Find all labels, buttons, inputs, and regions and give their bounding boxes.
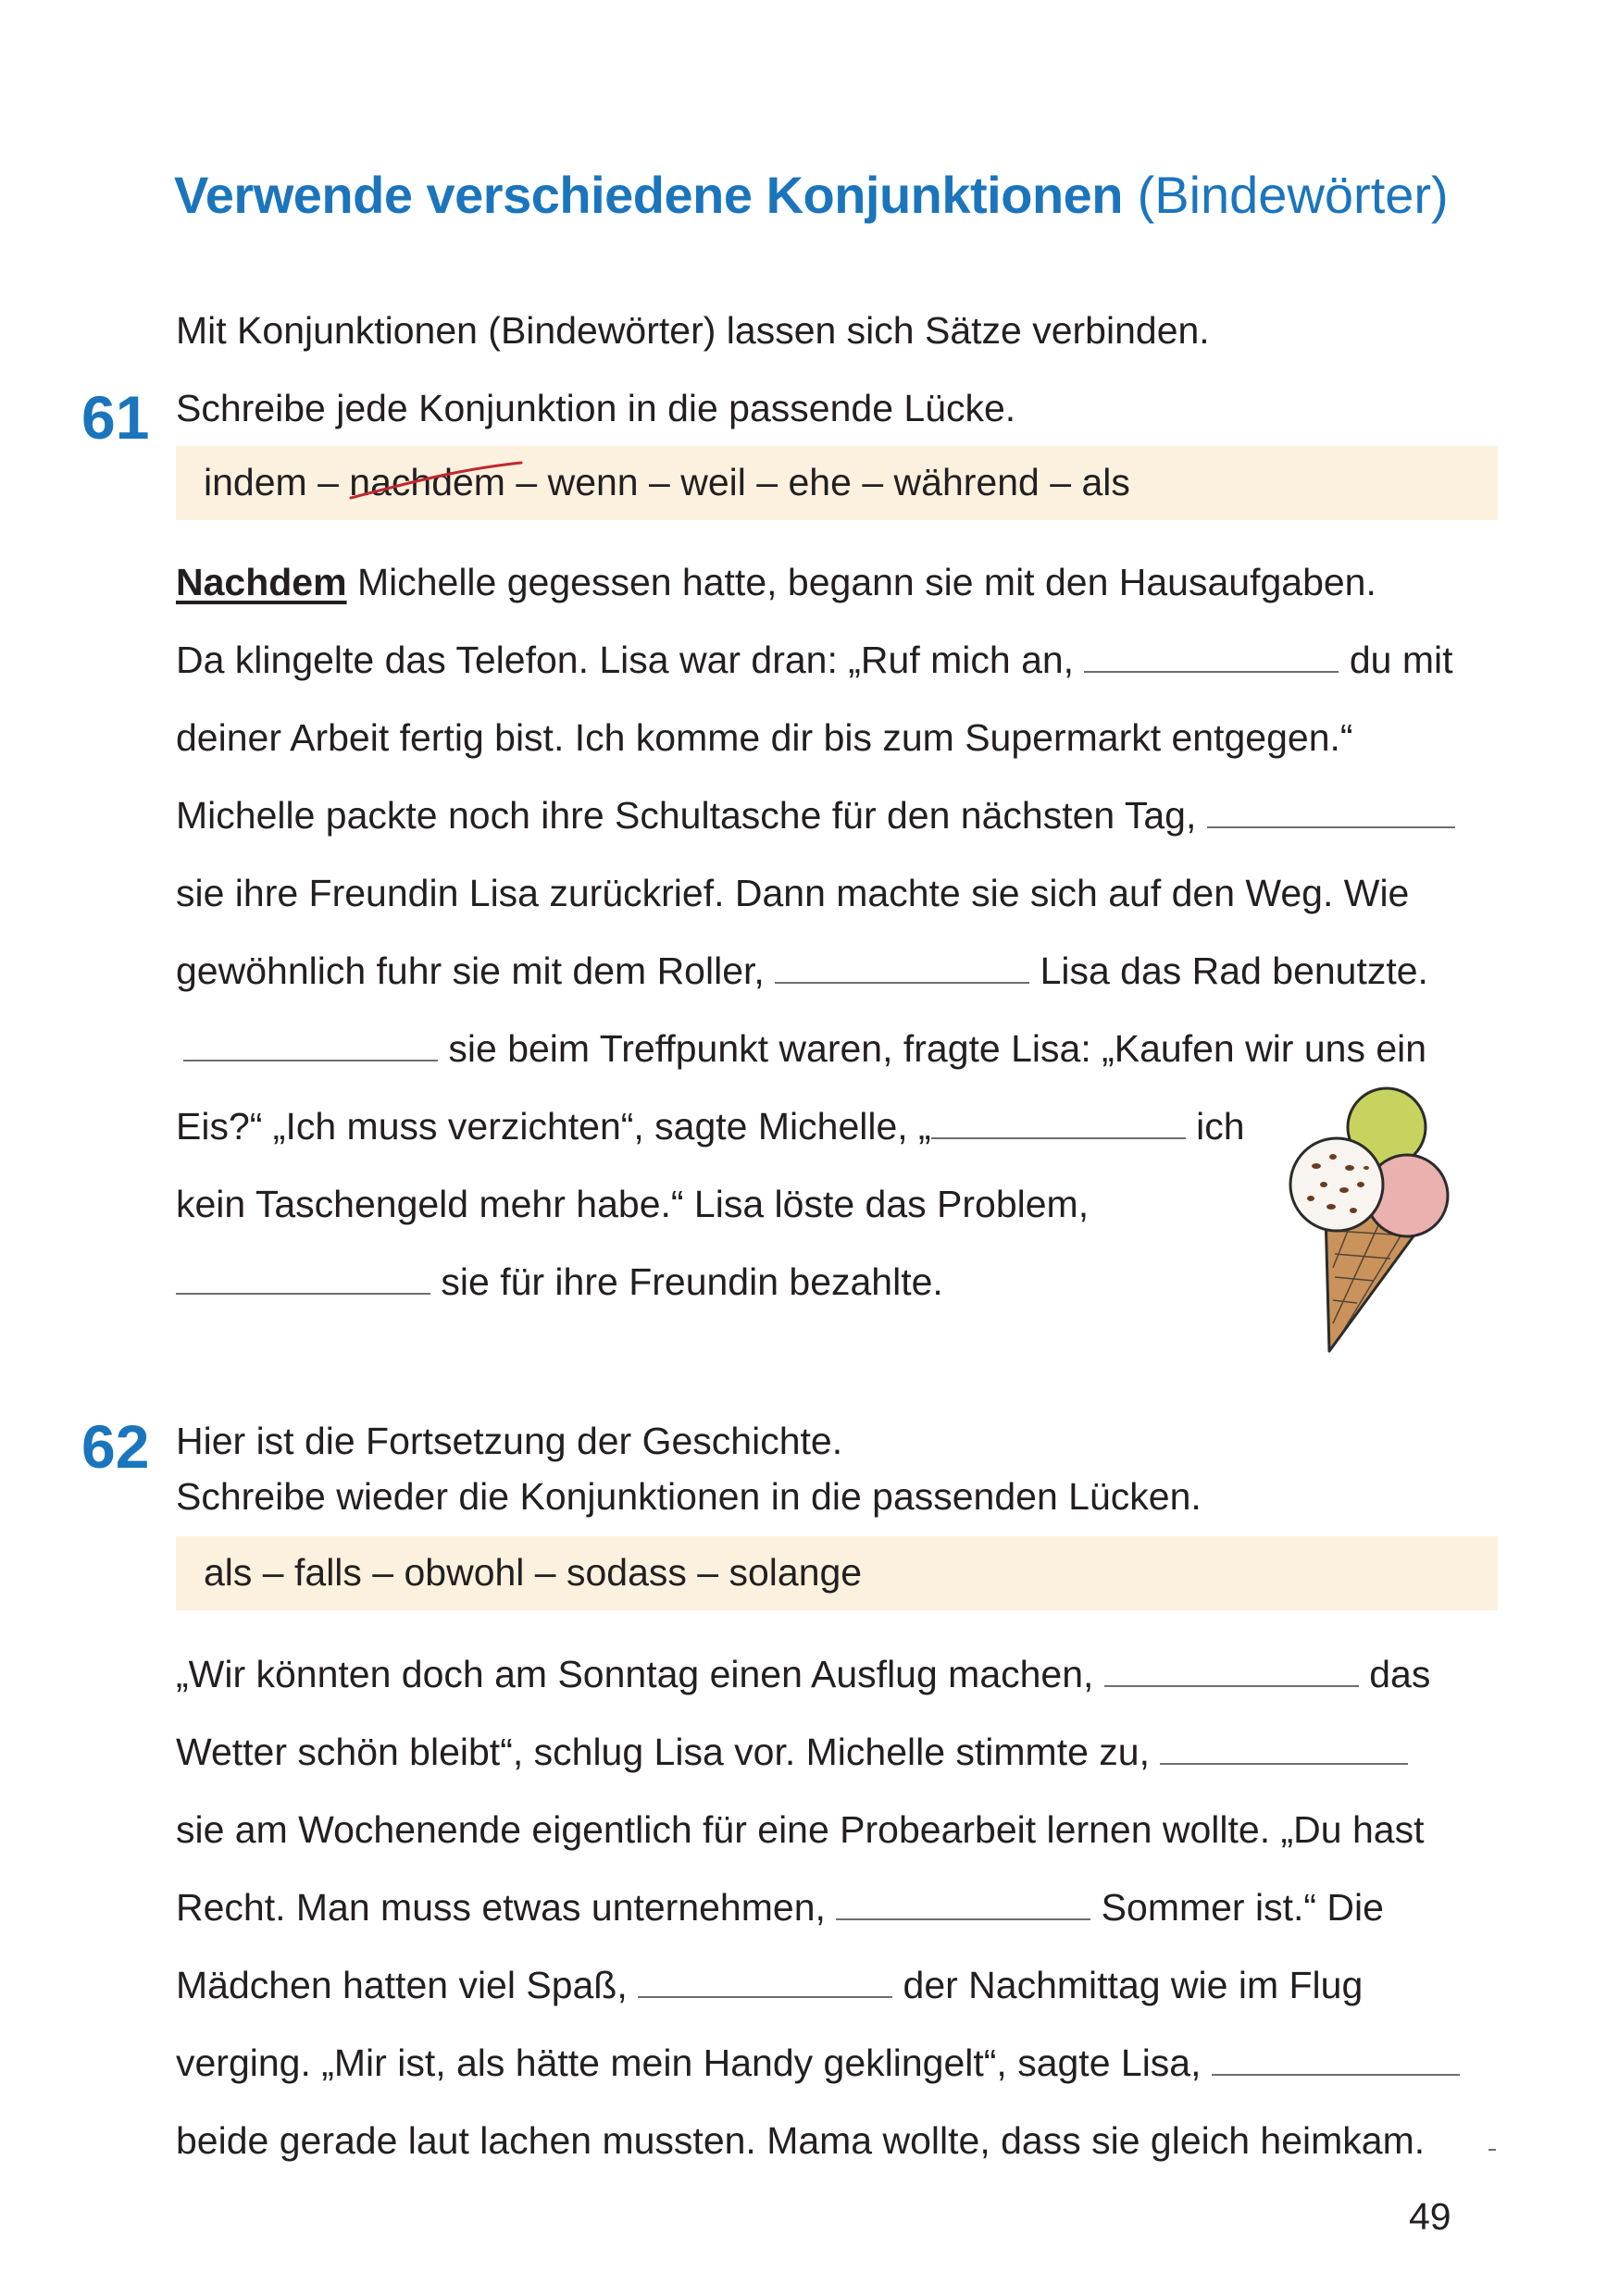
- text: „Wir könnten doch am Sonntag einen Ausflug machen,: [176, 1653, 1104, 1695]
- trailing-blank-stub: [1488, 2149, 1496, 2151]
- answer-blank-9[interactable]: [836, 1891, 1090, 1920]
- page-number: 49: [1409, 2195, 1451, 2238]
- ex62-line-4: [176, 1884, 1384, 1930]
- ex61-line-6: [176, 948, 1428, 994]
- answer-blank-5[interactable]: [931, 1110, 1186, 1139]
- exercise-number-62: 62: [81, 1412, 150, 1481]
- text: du mit: [1339, 639, 1453, 681]
- text: das: [1358, 1653, 1431, 1695]
- answer-blank-1[interactable]: [1084, 643, 1339, 673]
- answer-blank-7[interactable]: [1104, 1657, 1359, 1687]
- ex62-line-5: [176, 1962, 1363, 2008]
- text: Michelle packte noch ihre Schultasche für den nächsten Tag,: [176, 794, 1207, 837]
- word-waehrend: während: [893, 461, 1040, 503]
- word-als: als: [1081, 461, 1130, 503]
- ex61-instruction: Schreibe jede Konjunktion in die passende Lücke.: [176, 387, 1016, 429]
- text: Sommer ist.“ Die: [1090, 1886, 1384, 1929]
- answer-blank-4[interactable]: [183, 1032, 438, 1061]
- word-wenn: wenn: [547, 461, 639, 503]
- title-main: Verwende verschiedene Konjunktionen: [174, 166, 1124, 224]
- separator: –: [516, 461, 538, 503]
- separator: –: [1050, 461, 1072, 503]
- text: Michelle gegessen hatte, begann sie mit den Hausaufgaben.: [346, 561, 1376, 603]
- answer-blank-11[interactable]: [1212, 2046, 1460, 2076]
- text: verging. „Mir ist, als hätte mein Handy geklingelt“, sagte Lisa,: [176, 2042, 1212, 2084]
- ex62-word-list: als – falls – obwohl – sodass – solange: [204, 1551, 863, 1594]
- ex61-line-9: kein Taschengeld mehr habe.“ Lisa löste das Problem,: [176, 1183, 1090, 1225]
- title-sub: (Bindewörter): [1137, 166, 1449, 224]
- ex61-line-7: [176, 1025, 1426, 1072]
- text: Eis?“ „Ich muss verzichten“, sagte Michelle, „: [176, 1105, 931, 1148]
- ex61-line-4: [176, 792, 1455, 838]
- text: Recht. Man muss etwas unternehmen,: [176, 1886, 837, 1929]
- answer-blank-6[interactable]: [176, 1265, 430, 1295]
- ex61-line-10: [176, 1259, 943, 1305]
- word-indem: indem: [204, 461, 307, 503]
- text: Mädchen hatten viel Spaß,: [176, 1964, 639, 2006]
- example-answer: Nachdem: [176, 561, 347, 603]
- text: gewöhnlich fuhr sie mit dem Roller,: [176, 949, 776, 992]
- separator: –: [649, 461, 670, 503]
- answer-blank-2[interactable]: [1207, 799, 1455, 828]
- ex61-word-list: [204, 459, 1130, 505]
- word-weil: weil: [680, 461, 746, 503]
- ex62-line-7: beide gerade laut lachen mussten. Mama wollte, dass sie gleich heimkam.: [176, 2119, 1426, 2162]
- ice-cream-illustration: [1277, 1083, 1463, 1360]
- ex62-instruction-2: Schreibe wieder die Konjunktionen in die passenden Lücken.: [176, 1475, 1202, 1518]
- text: Lisa das Rad benutzte.: [1029, 949, 1428, 992]
- ex62-instruction-1: Hier ist die Fortsetzung der Geschichte.: [176, 1420, 843, 1462]
- text: Da klingelte das Telefon. Lisa war dran: „Ruf mich an,: [176, 639, 1085, 681]
- ex62-line-3: sie am Wochenende eigentlich für eine Probearbeit lernen wollte. „Du hast: [176, 1808, 1425, 1851]
- text: Wetter schön bleibt“, schlug Lisa vor. Michelle stimmte zu,: [176, 1731, 1161, 1773]
- ex61-line-1: [176, 559, 1376, 605]
- ex62-line-1: [176, 1651, 1430, 1697]
- ex62-line-2: [176, 1729, 1408, 1775]
- answer-blank-3[interactable]: [775, 954, 1029, 984]
- ex61-line-3: deiner Arbeit fertig bist. Ich komme dir bis zum Supermarkt entgegen.“: [176, 716, 1353, 759]
- answer-blank-10[interactable]: [638, 1968, 892, 1998]
- separator: –: [862, 461, 884, 503]
- ex62-line-6: [176, 2040, 1460, 2086]
- ex61-line-8: [176, 1103, 1245, 1149]
- ex61-line-5: sie ihre Freundin Lisa zurückrief. Dann machte sie sich auf den Weg. Wie: [176, 872, 1410, 914]
- ex61-line-2: [176, 637, 1453, 683]
- word-nachdem: nachdem: [349, 461, 505, 503]
- word-ehe: ehe: [788, 461, 852, 503]
- text: ich: [1185, 1105, 1245, 1148]
- ex61-intro: Mit Konjunktionen (Bindewörter) lassen sich Sätze verbinden.: [176, 309, 1210, 352]
- page-title: [174, 163, 1449, 228]
- word-nachdem-crossed: [349, 459, 505, 505]
- text: der Nachmittag wie im Flug: [892, 1964, 1364, 2006]
- answer-blank-8[interactable]: [1160, 1735, 1408, 1765]
- text: sie für ihre Freundin bezahlte.: [430, 1260, 943, 1303]
- separator: –: [318, 461, 339, 503]
- exercise-number-61: 61: [81, 383, 150, 452]
- strike-through-mark: [349, 459, 525, 505]
- separator: –: [756, 461, 778, 503]
- text: sie beim Treffpunkt waren, fragte Lisa: „Kaufen wir uns ein: [438, 1027, 1427, 1070]
